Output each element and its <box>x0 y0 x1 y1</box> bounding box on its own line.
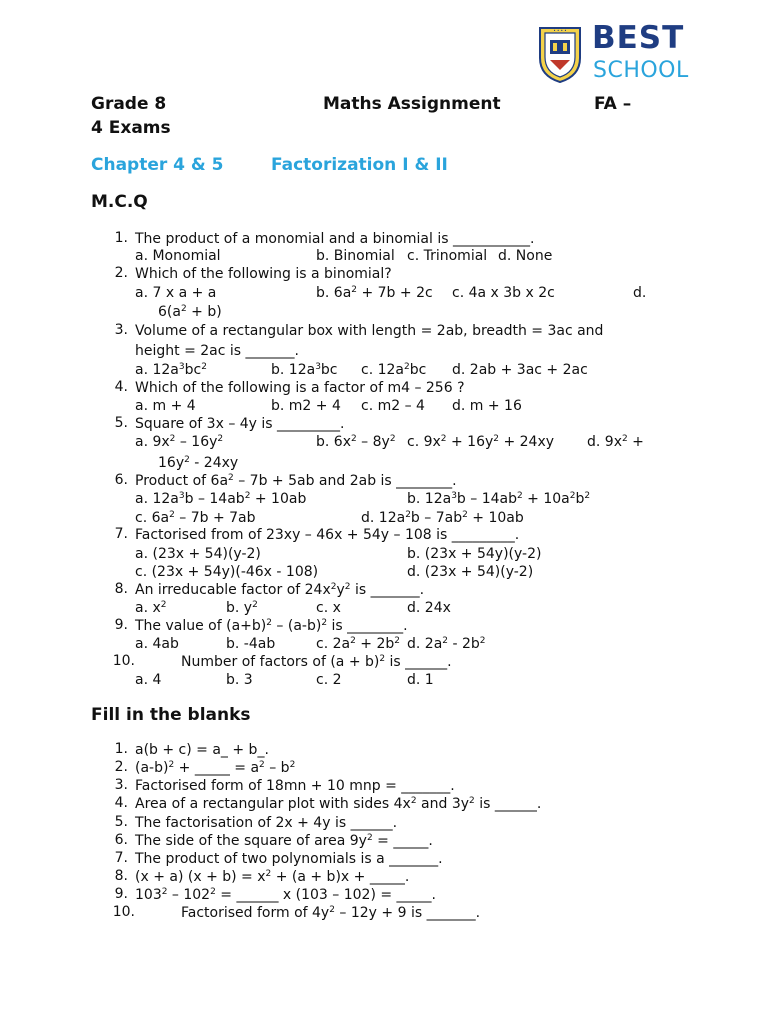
option-a: a. $12a^3b - 14ab^2 + 10ab$ <box>135 491 307 507</box>
option-d-value: $6(a^2 + b)$ <box>158 304 222 320</box>
question-number: 9. <box>114 617 128 633</box>
question-number: 10. <box>112 653 135 669</box>
assignment-title: Maths Assignment <box>323 94 501 114</box>
fa-label: FA – <box>594 94 632 114</box>
option-d: d. $12a^2b - 7ab^2 + 10ab$ <box>361 510 524 526</box>
option-a: a. $x^2$ <box>135 600 167 616</box>
option-b: b. m2 + 4 <box>271 398 341 414</box>
question-text: The value of $(a+b)^2 - (a-b)^2$ is ________. <box>135 618 408 634</box>
grade-label: Grade 8 <box>91 94 167 114</box>
option-d: d. $9x^2$ + <box>587 434 644 450</box>
option-d: d. <box>633 285 647 301</box>
question-text: Which of the following is a factor of m4 – 256 ? <box>135 380 465 396</box>
item-number: 4. <box>114 795 128 811</box>
fill-item: The product of two polynomials is a _______. <box>135 851 443 867</box>
fill-item: The side of the square of area $9y^2$ = _____. <box>135 833 433 849</box>
option-b: b. Binomial <box>316 248 395 264</box>
fill-item: Area of a rectangular plot with sides $4x^2$ and $3y^2$ is ______. <box>135 796 542 812</box>
option-a: a. (23x + 54)(y-2) <box>135 546 261 562</box>
svg-text:• • • •: • • • • <box>553 28 567 33</box>
question-text: The product of a monomial and a binomial is ___________. <box>135 231 535 247</box>
fill-item: $103^2 - 102^2$ = ______ x (103 – 102) = _____. <box>135 887 436 903</box>
question-text-cont: height = 2ac is _______. <box>135 343 299 359</box>
topic-label: Factorization I & II <box>271 155 448 175</box>
question-text: Which of the following is a binomial? <box>135 266 392 282</box>
option-b: b. $6x^2 - 8y^2$ <box>316 434 396 450</box>
question-number: 3. <box>114 322 128 338</box>
option-b: b. $12a^3b - 14ab^2 + 10a^2b^2$ <box>407 491 591 507</box>
fill-blanks-heading: Fill in the blanks <box>91 705 251 725</box>
item-number: 5. <box>114 814 128 830</box>
item-number: 7. <box>114 850 128 866</box>
school-logo <box>536 22 696 86</box>
item-number: 6. <box>114 832 128 848</box>
option-c: c. $6a^2 - 7b + 7ab$ <box>135 510 256 526</box>
option-d: d. 2ab + 3ac + 2ac <box>452 362 588 378</box>
item-number: 10. <box>112 904 135 920</box>
option-a: a. 7 x a + a <box>135 285 217 301</box>
question-number: 4. <box>114 379 128 395</box>
option-a: a. 4 <box>135 672 162 688</box>
item-number: 3. <box>114 777 128 793</box>
option-c: c. 2 <box>316 672 342 688</box>
item-number: 9. <box>114 886 128 902</box>
question-text: Factorised from of 23xy – 46x + 54y – 108 is _________. <box>135 527 520 543</box>
option-d: d. m + 16 <box>452 398 522 414</box>
question-text: Square of 3x – 4y is _________. <box>135 416 345 432</box>
option-d: d. (23x + 54)(y-2) <box>407 564 534 580</box>
question-number: 7. <box>114 526 128 542</box>
option-b: b. 3 <box>226 672 253 688</box>
chapter-label: Chapter 4 & 5 <box>91 155 224 175</box>
question-number: 5. <box>114 415 128 431</box>
option-a: a. $9x^2 - 16y^2$ <box>135 434 224 450</box>
item-number: 8. <box>114 868 128 884</box>
option-c: c. m2 – 4 <box>361 398 425 414</box>
option-d: d. None <box>498 248 553 264</box>
option-b: b. -4ab <box>226 636 276 652</box>
option-a: a. $12a^3bc^2$ <box>135 362 207 378</box>
question-text: Product of $6a^2 - 7b + 5ab$ and 2ab is ________. <box>135 473 457 489</box>
option-b: b. $12a^3bc$ <box>271 362 338 378</box>
option-c: c. $12a^2bc$ <box>361 362 427 378</box>
option-d: d. 1 <box>407 672 434 688</box>
fill-item: a(b + c) = a_ + b_. <box>135 742 269 758</box>
option-c: c. $2a^2 + 2b^2$ <box>316 636 400 652</box>
fill-item: Factorised form of 18mn + 10 mnp = _______. <box>135 778 455 794</box>
item-number: 2. <box>114 759 128 775</box>
question-number: 8. <box>114 581 128 597</box>
option-d: d. $2a^2 - 2b^2$ <box>407 636 486 652</box>
question-number: 2. <box>114 265 128 281</box>
option-a: a. Monomial <box>135 248 221 264</box>
option-b: b. (23x + 54y)(y-2) <box>407 546 542 562</box>
item-number: 1. <box>114 741 128 757</box>
fill-item: (x + a) $(x + b) = x^2 + (a + b)x$ + _____. <box>135 869 410 885</box>
fill-item: The factorisation of 2x + 4y is ______. <box>135 815 398 831</box>
option-d-value: $16y^2 - 24xy$ <box>158 455 239 471</box>
question-text: An irreducable factor of $24x^2y^2$ is _______. <box>135 582 425 598</box>
school-crest-icon <box>536 24 584 84</box>
logo-best-text: BEST <box>592 20 685 56</box>
option-c: c. (23x + 54y)(-46x - 108) <box>135 564 319 580</box>
option-c: c. Trinomial <box>407 248 488 264</box>
fill-item: Factorised form of $4y^2 - 12y + 9$ is _______. <box>181 905 481 921</box>
option-b: b. $y^2$ <box>226 600 258 616</box>
option-c: c. x <box>316 600 341 616</box>
option-a: a. 4ab <box>135 636 179 652</box>
logo-school-text: SCHOOL <box>593 58 689 83</box>
question-text: Volume of a rectangular box with length = 2ab, breadth = 3ac and <box>135 323 604 339</box>
question-text: Number of factors of $(a + b)^2$ is ______. <box>181 654 452 670</box>
option-d: d. 24x <box>407 600 451 616</box>
question-number: 1. <box>114 230 128 246</box>
option-b: b. $6a^2 + 7b + 2c$ <box>316 285 433 301</box>
option-c: c. $9x^2 + 16y^2 + 24xy$ <box>407 434 555 450</box>
option-a: a. m + 4 <box>135 398 196 414</box>
mcq-heading: M.C.Q <box>91 192 148 212</box>
exams-label: 4 Exams <box>91 118 171 138</box>
question-number: 6. <box>114 472 128 488</box>
option-c: c. 4a x 3b x 2c <box>452 285 555 301</box>
fill-item: $(a-b)^2$ + _____ = $a^2 - b^2$ <box>135 760 296 776</box>
